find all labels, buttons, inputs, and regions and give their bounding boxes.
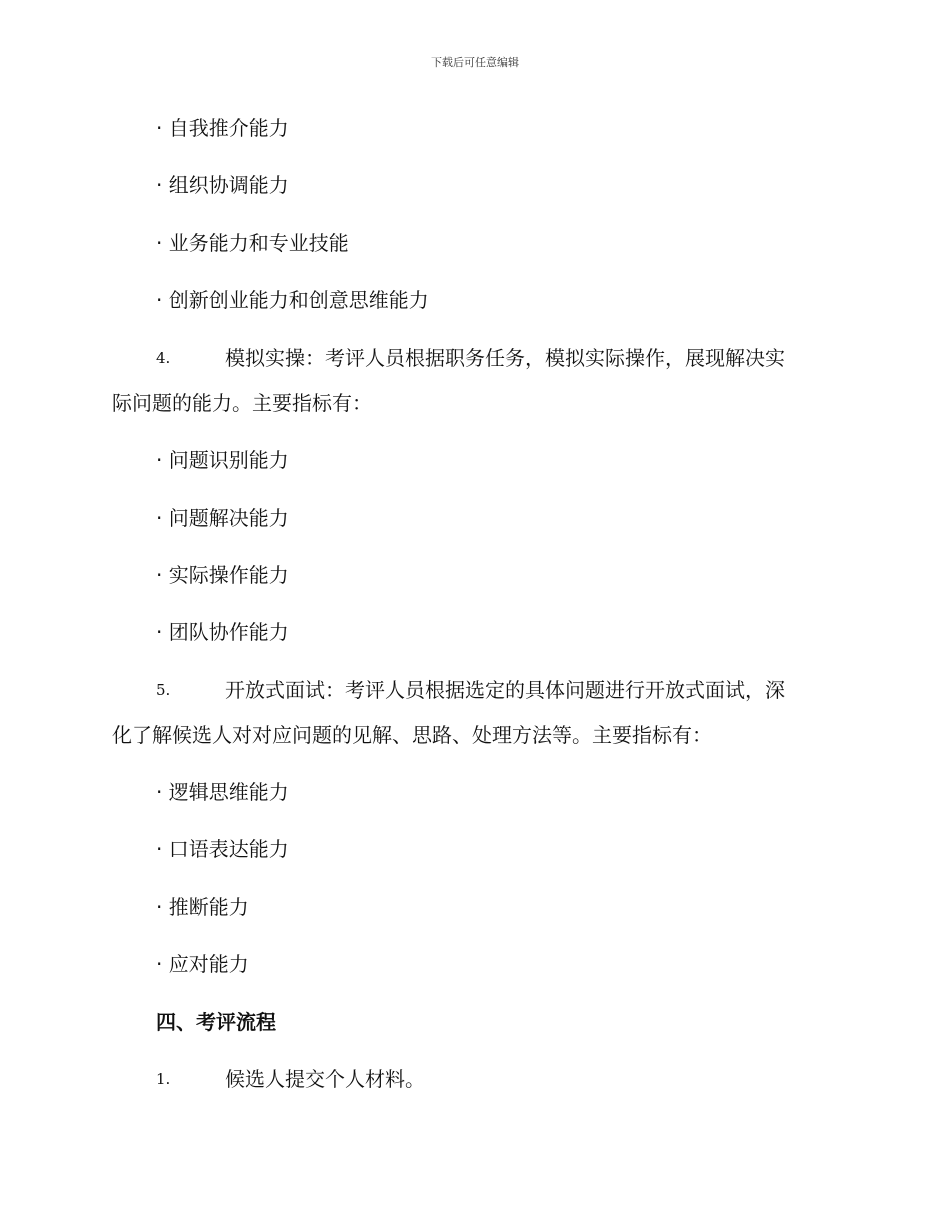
item-4-text-line2: 际问题的能力。主要指标有： <box>112 391 372 415</box>
item-4-text-line1: 模拟实操：考评人员根据职务任务，模拟实际操作，展现解决实 <box>225 346 785 370</box>
item-5-text-line2: 化了解候选人对对应问题的见解、思路、处理方法等。主要指标有： <box>112 723 712 747</box>
bullet-problem-identification: · 问题识别能力 <box>156 448 289 472</box>
bullet-practical-operation: · 实际操作能力 <box>156 563 289 587</box>
bullet-response: · 应对能力 <box>156 952 249 976</box>
section-item-1-text: 候选人提交个人材料。 <box>225 1067 425 1091</box>
bullet-teamwork: · 团队协作能力 <box>156 620 289 644</box>
bullet-oral-expression: · 口语表达能力 <box>156 837 289 861</box>
bullet-inference: · 推断能力 <box>156 895 249 919</box>
bullet-logical-thinking: · 逻辑思维能力 <box>156 780 289 804</box>
item-5-number: 5. <box>156 681 171 699</box>
item-5-text-line1: 开放式面试：考评人员根据选定的具体问题进行开放式面试，深 <box>225 678 785 702</box>
bullet-self-promotion: · 自我推介能力 <box>156 116 289 140</box>
bullet-problem-solving: · 问题解决能力 <box>156 506 289 530</box>
bullet-coordination: · 组织协调能力 <box>156 173 289 197</box>
page-header: 下载后可任意编辑 <box>431 56 519 69</box>
bullet-innovation: · 创新创业能力和创意思维能力 <box>156 288 429 312</box>
bullet-business-skills: · 业务能力和专业技能 <box>156 231 349 255</box>
section-heading: 四、考评流程 <box>156 1010 276 1034</box>
item-4-number: 4. <box>156 349 171 367</box>
section-item-1-number: 1. <box>156 1070 171 1088</box>
